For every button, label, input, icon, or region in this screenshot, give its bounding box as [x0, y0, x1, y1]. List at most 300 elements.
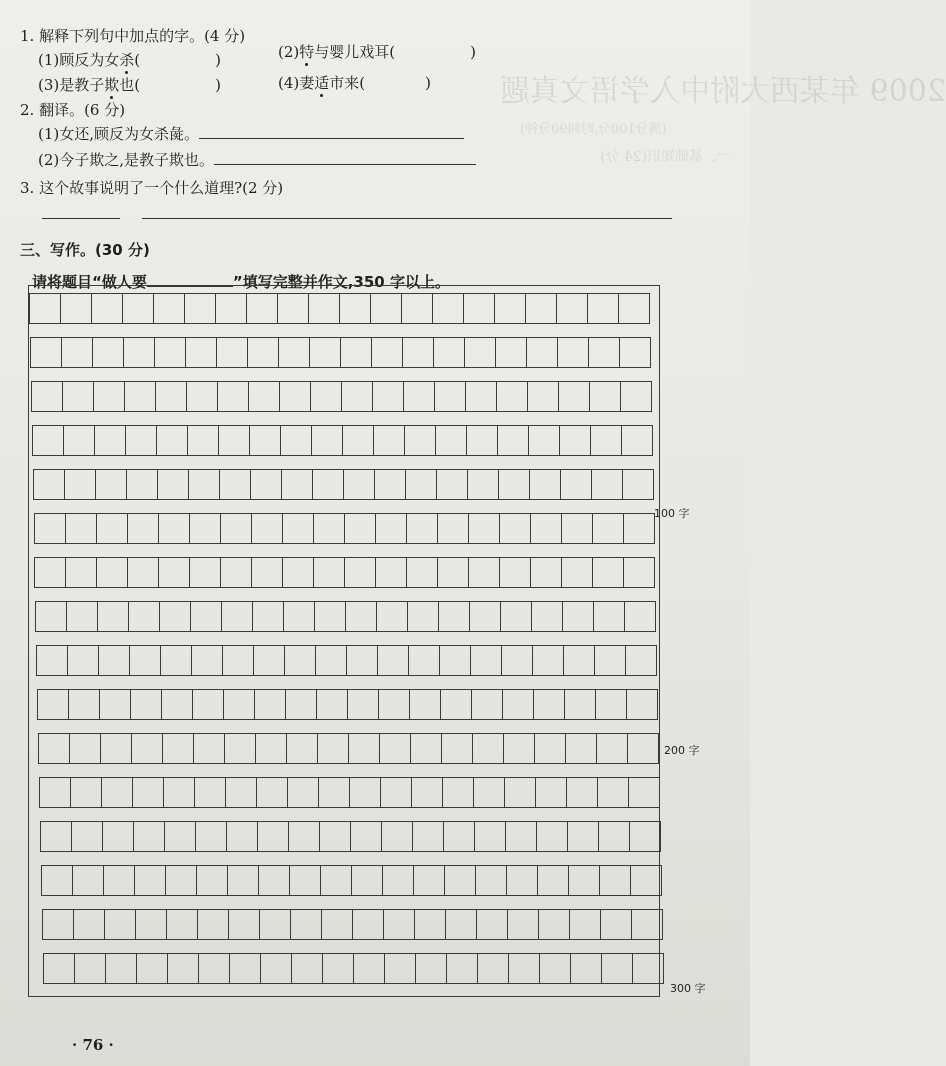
- essay-grid-cell[interactable]: [619, 337, 651, 368]
- essay-grid-cell[interactable]: [259, 909, 291, 940]
- essay-grid-cell[interactable]: [313, 557, 345, 588]
- essay-grid-cell[interactable]: [248, 381, 280, 412]
- essay-grid-cell[interactable]: [283, 601, 315, 632]
- essay-grid-cell[interactable]: [406, 513, 438, 544]
- essay-grid-cell[interactable]: [377, 645, 409, 676]
- essay-grid-cell[interactable]: [310, 381, 342, 412]
- essay-grid-cell[interactable]: [220, 557, 252, 588]
- essay-grid-cell[interactable]: [468, 513, 500, 544]
- essay-grid-cell[interactable]: [95, 469, 127, 500]
- essay-grid-cell[interactable]: [468, 557, 500, 588]
- essay-grid-cell[interactable]: [124, 381, 156, 412]
- essay-grid-cell[interactable]: [277, 293, 309, 324]
- essay-grid-cell[interactable]: [229, 953, 261, 984]
- essay-grid-cell[interactable]: [228, 909, 260, 940]
- essay-grid-cell[interactable]: [349, 777, 381, 808]
- essay-grid-cell[interactable]: [503, 733, 535, 764]
- essay-grid-cell[interactable]: [435, 425, 467, 456]
- essay-grid-cell[interactable]: [135, 909, 167, 940]
- essay-grid-cell[interactable]: [257, 821, 289, 852]
- essay-grid-cell[interactable]: [499, 513, 531, 544]
- essay-grid-cell[interactable]: [41, 865, 73, 896]
- essay-grid-cell[interactable]: [63, 425, 95, 456]
- essay-grid-cell[interactable]: [223, 689, 255, 720]
- essay-grid-cell[interactable]: [471, 689, 503, 720]
- essay-grid-cell[interactable]: [98, 645, 130, 676]
- essay-grid-cell[interactable]: [565, 733, 597, 764]
- essay-grid-cell[interactable]: [506, 865, 538, 896]
- essay-grid-cell[interactable]: [629, 821, 661, 852]
- essay-grid-cell[interactable]: [92, 337, 124, 368]
- essay-grid-cell[interactable]: [560, 469, 592, 500]
- essay-grid-cell[interactable]: [474, 821, 506, 852]
- essay-grid-cell[interactable]: [436, 469, 468, 500]
- essay-grid-cell[interactable]: [188, 469, 220, 500]
- essay-grid-cell[interactable]: [466, 425, 498, 456]
- essay-grid-cell[interactable]: [407, 601, 439, 632]
- essay-grid-cell[interactable]: [256, 777, 288, 808]
- essay-grid-cell[interactable]: [370, 293, 402, 324]
- essay-grid-cell[interactable]: [102, 821, 134, 852]
- essay-grid-cell[interactable]: [30, 337, 62, 368]
- essay-grid-cell[interactable]: [561, 557, 593, 588]
- essay-grid-cell[interactable]: [494, 293, 526, 324]
- essay-grid-cell[interactable]: [411, 777, 443, 808]
- essay-grid-cell[interactable]: [39, 777, 71, 808]
- q3-answer-line-2[interactable]: [142, 218, 672, 219]
- essay-grid-cell[interactable]: [192, 689, 224, 720]
- essay-grid-cell[interactable]: [73, 909, 105, 940]
- essay-grid-cell[interactable]: [184, 293, 216, 324]
- essay-grid-cell[interactable]: [508, 953, 540, 984]
- essay-grid-cell[interactable]: [413, 865, 445, 896]
- essay-grid-cell[interactable]: [569, 909, 601, 940]
- essay-grid-cell[interactable]: [401, 293, 433, 324]
- essay-grid-cell[interactable]: [567, 821, 599, 852]
- essay-grid-cell[interactable]: [69, 733, 101, 764]
- essay-grid-cell[interactable]: [287, 777, 319, 808]
- essay-grid-cell[interactable]: [556, 293, 588, 324]
- essay-grid-cell[interactable]: [408, 645, 440, 676]
- q3-answer-line-1[interactable]: [42, 218, 120, 219]
- essay-grid-cell[interactable]: [131, 733, 163, 764]
- essay-grid-cell[interactable]: [599, 865, 631, 896]
- essay-grid-cell[interactable]: [128, 601, 160, 632]
- essay-grid-cell[interactable]: [350, 821, 382, 852]
- essay-grid-cell[interactable]: [104, 909, 136, 940]
- essay-grid-cell[interactable]: [373, 425, 405, 456]
- essay-grid-cell[interactable]: [470, 645, 502, 676]
- essay-grid-cell[interactable]: [164, 821, 196, 852]
- essay-grid-cell[interactable]: [443, 821, 475, 852]
- essay-grid-cell[interactable]: [588, 337, 620, 368]
- essay-grid-cell[interactable]: [498, 469, 530, 500]
- essay-grid-cell[interactable]: [620, 381, 652, 412]
- essay-grid-cell[interactable]: [291, 953, 323, 984]
- essay-grid-cell[interactable]: [530, 513, 562, 544]
- essay-grid-cell[interactable]: [496, 381, 528, 412]
- essay-grid-cell[interactable]: [187, 425, 219, 456]
- essay-grid-cell[interactable]: [595, 689, 627, 720]
- essay-grid-cell[interactable]: [221, 601, 253, 632]
- essay-grid-cell[interactable]: [529, 469, 561, 500]
- essay-grid-cell[interactable]: [217, 381, 249, 412]
- essay-grid-cell[interactable]: [538, 909, 570, 940]
- essay-grid-cell[interactable]: [308, 293, 340, 324]
- essay-grid-cell[interactable]: [535, 777, 567, 808]
- essay-grid-cell[interactable]: [536, 821, 568, 852]
- essay-grid-cell[interactable]: [433, 337, 465, 368]
- essay-grid-cell[interactable]: [321, 909, 353, 940]
- essay-grid-cell[interactable]: [218, 425, 250, 456]
- essay-grid-cell[interactable]: [477, 953, 509, 984]
- essay-grid-cell[interactable]: [252, 601, 284, 632]
- essay-grid-cell[interactable]: [344, 513, 376, 544]
- essay-grid-cell[interactable]: [558, 381, 590, 412]
- essay-grid-cell[interactable]: [314, 601, 346, 632]
- essay-grid-cell[interactable]: [260, 953, 292, 984]
- essay-grid-cell[interactable]: [66, 601, 98, 632]
- essay-grid-cell[interactable]: [403, 381, 435, 412]
- essay-grid-cell[interactable]: [563, 645, 595, 676]
- essay-grid-cell[interactable]: [126, 469, 158, 500]
- essay-grid-cell[interactable]: [570, 953, 602, 984]
- essay-grid-cell[interactable]: [155, 381, 187, 412]
- essay-grid[interactable]: [30, 285, 684, 1003]
- essay-grid-cell[interactable]: [626, 689, 658, 720]
- essay-grid-cell[interactable]: [525, 293, 557, 324]
- essay-grid-cell[interactable]: [382, 865, 414, 896]
- essay-grid-cell[interactable]: [317, 733, 349, 764]
- essay-grid-cell[interactable]: [61, 337, 93, 368]
- essay-grid-cell[interactable]: [320, 865, 352, 896]
- essay-grid-cell[interactable]: [122, 293, 154, 324]
- essay-grid-cell[interactable]: [249, 425, 281, 456]
- essay-grid-cell[interactable]: [253, 645, 285, 676]
- essay-grid-cell[interactable]: [347, 689, 379, 720]
- essay-grid-cell[interactable]: [193, 733, 225, 764]
- essay-grid-cell[interactable]: [136, 953, 168, 984]
- essay-grid-cell[interactable]: [185, 337, 217, 368]
- essay-grid-cell[interactable]: [564, 689, 596, 720]
- essay-grid-cell[interactable]: [246, 293, 278, 324]
- essay-grid-cell[interactable]: [415, 953, 447, 984]
- essay-grid-cell[interactable]: [630, 865, 662, 896]
- essay-grid-cell[interactable]: [127, 513, 159, 544]
- essay-grid-cell[interactable]: [134, 865, 166, 896]
- essay-grid-cell[interactable]: [348, 733, 380, 764]
- essay-grid-cell[interactable]: [374, 469, 406, 500]
- essay-grid-cell[interactable]: [93, 381, 125, 412]
- essay-grid-cell[interactable]: [103, 865, 135, 896]
- essay-grid-cell[interactable]: [62, 381, 94, 412]
- essay-grid-cell[interactable]: [34, 557, 66, 588]
- essay-grid-cell[interactable]: [284, 645, 316, 676]
- essay-grid-cell[interactable]: [225, 777, 257, 808]
- essay-grid-cell[interactable]: [222, 645, 254, 676]
- essay-grid-cell[interactable]: [96, 557, 128, 588]
- essay-grid-cell[interactable]: [527, 381, 559, 412]
- essay-grid-cell[interactable]: [344, 557, 376, 588]
- essay-grid-cell[interactable]: [216, 337, 248, 368]
- essay-grid-cell[interactable]: [319, 821, 351, 852]
- essay-grid-cell[interactable]: [463, 293, 495, 324]
- essay-grid-cell[interactable]: [414, 909, 446, 940]
- essay-grid-cell[interactable]: [501, 645, 533, 676]
- essay-grid-cell[interactable]: [504, 777, 536, 808]
- essay-grid-cell[interactable]: [290, 909, 322, 940]
- essay-grid-cell[interactable]: [623, 513, 655, 544]
- essay-grid-cell[interactable]: [71, 821, 103, 852]
- essay-grid-cell[interactable]: [351, 865, 383, 896]
- essay-grid-cell[interactable]: [278, 337, 310, 368]
- essay-grid-cell[interactable]: [341, 381, 373, 412]
- essay-grid-cell[interactable]: [288, 821, 320, 852]
- essay-grid-cell[interactable]: [445, 909, 477, 940]
- essay-grid-cell[interactable]: [476, 909, 508, 940]
- essay-grid-cell[interactable]: [227, 865, 259, 896]
- essay-grid-cell[interactable]: [220, 513, 252, 544]
- essay-grid-cell[interactable]: [346, 645, 378, 676]
- essay-grid-cell[interactable]: [472, 733, 504, 764]
- essay-grid-cell[interactable]: [405, 469, 437, 500]
- essay-grid-cell[interactable]: [226, 821, 258, 852]
- essay-grid-cell[interactable]: [64, 469, 96, 500]
- essay-grid-cell[interactable]: [157, 469, 189, 500]
- essay-grid-cell[interactable]: [285, 689, 317, 720]
- essay-grid-cell[interactable]: [189, 513, 221, 544]
- essay-grid-cell[interactable]: [601, 953, 633, 984]
- essay-grid-cell[interactable]: [372, 381, 404, 412]
- essay-grid-cell[interactable]: [32, 425, 64, 456]
- essay-grid-cell[interactable]: [247, 337, 279, 368]
- essay-grid-cell[interactable]: [625, 645, 657, 676]
- essay-grid-cell[interactable]: [68, 689, 100, 720]
- essay-grid-cell[interactable]: [598, 821, 630, 852]
- essay-grid-cell[interactable]: [60, 293, 92, 324]
- essay-grid-cell[interactable]: [464, 337, 496, 368]
- essay-grid-cell[interactable]: [36, 645, 68, 676]
- essay-grid-cell[interactable]: [224, 733, 256, 764]
- essay-grid-cell[interactable]: [194, 777, 226, 808]
- essay-grid-cell[interactable]: [101, 777, 133, 808]
- essay-grid-cell[interactable]: [505, 821, 537, 852]
- essay-grid-cell[interactable]: [589, 381, 621, 412]
- essay-grid-cell[interactable]: [100, 733, 132, 764]
- essay-grid-cell[interactable]: [33, 469, 65, 500]
- essay-grid-cell[interactable]: [375, 557, 407, 588]
- essay-grid-cell[interactable]: [622, 469, 654, 500]
- essay-grid-cell[interactable]: [440, 689, 472, 720]
- essay-grid-cell[interactable]: [371, 337, 403, 368]
- essay-grid-cell[interactable]: [376, 601, 408, 632]
- essay-grid-cell[interactable]: [526, 337, 558, 368]
- essay-grid-cell[interactable]: [311, 425, 343, 456]
- essay-grid-cell[interactable]: [594, 645, 626, 676]
- essay-grid-cell[interactable]: [167, 953, 199, 984]
- essay-grid-cell[interactable]: [97, 601, 129, 632]
- essay-grid-cell[interactable]: [410, 733, 442, 764]
- essay-grid-cell[interactable]: [197, 909, 229, 940]
- essay-grid-cell[interactable]: [621, 425, 653, 456]
- essay-grid-cell[interactable]: [409, 689, 441, 720]
- essay-grid-cell[interactable]: [94, 425, 126, 456]
- essay-grid-cell[interactable]: [258, 865, 290, 896]
- essay-grid-cell[interactable]: [404, 425, 436, 456]
- essay-grid-cell[interactable]: [439, 645, 471, 676]
- essay-grid-cell[interactable]: [189, 557, 221, 588]
- essay-grid-cell[interactable]: [166, 909, 198, 940]
- essay-grid-cell[interactable]: [309, 337, 341, 368]
- q2-item-2-answer-line[interactable]: [214, 164, 476, 165]
- essay-grid-cell[interactable]: [165, 865, 197, 896]
- essay-grid-cell[interactable]: [38, 733, 70, 764]
- essay-grid-cell[interactable]: [432, 293, 464, 324]
- essay-grid-cell[interactable]: [161, 689, 193, 720]
- essay-grid-cell[interactable]: [499, 557, 531, 588]
- essay-grid-cell[interactable]: [593, 601, 625, 632]
- essay-grid-cell[interactable]: [632, 953, 664, 984]
- essay-grid-cell[interactable]: [130, 689, 162, 720]
- essay-grid-cell[interactable]: [444, 865, 476, 896]
- essay-grid-cell[interactable]: [566, 777, 598, 808]
- essay-grid-cell[interactable]: [339, 293, 371, 324]
- essay-grid-cell[interactable]: [254, 689, 286, 720]
- essay-grid-cell[interactable]: [596, 733, 628, 764]
- essay-grid-cell[interactable]: [286, 733, 318, 764]
- essay-grid-cell[interactable]: [125, 425, 157, 456]
- essay-grid-cell[interactable]: [437, 513, 469, 544]
- essay-grid-cell[interactable]: [446, 953, 478, 984]
- q2-item-1-answer-line[interactable]: [199, 138, 464, 139]
- essay-grid-cell[interactable]: [631, 909, 663, 940]
- essay-grid-cell[interactable]: [497, 425, 529, 456]
- essay-grid-cell[interactable]: [279, 381, 311, 412]
- essay-grid-cell[interactable]: [42, 909, 74, 940]
- essay-grid-cell[interactable]: [618, 293, 650, 324]
- essay-grid-cell[interactable]: [381, 821, 413, 852]
- essay-grid-cell[interactable]: [312, 469, 344, 500]
- essay-grid-cell[interactable]: [159, 601, 191, 632]
- essay-grid-cell[interactable]: [412, 821, 444, 852]
- essay-grid-cell[interactable]: [251, 513, 283, 544]
- essay-grid-cell[interactable]: [190, 601, 222, 632]
- essay-grid-cell[interactable]: [530, 557, 562, 588]
- essay-grid-cell[interactable]: [600, 909, 632, 940]
- essay-grid-cell[interactable]: [379, 733, 411, 764]
- essay-grid-cell[interactable]: [343, 469, 375, 500]
- essay-grid-cell[interactable]: [406, 557, 438, 588]
- essay-grid-cell[interactable]: [255, 733, 287, 764]
- essay-grid-cell[interactable]: [316, 689, 348, 720]
- essay-grid-cell[interactable]: [568, 865, 600, 896]
- essay-grid-cell[interactable]: [43, 953, 75, 984]
- essay-grid-cell[interactable]: [96, 513, 128, 544]
- essay-grid-cell[interactable]: [251, 557, 283, 588]
- essay-grid-cell[interactable]: [250, 469, 282, 500]
- essay-grid-cell[interactable]: [534, 733, 566, 764]
- essay-grid-cell[interactable]: [383, 909, 415, 940]
- essay-grid-cell[interactable]: [375, 513, 407, 544]
- essay-grid-cell[interactable]: [123, 337, 155, 368]
- essay-grid-cell[interactable]: [342, 425, 374, 456]
- essay-grid-cell[interactable]: [37, 689, 69, 720]
- essay-grid-cell[interactable]: [29, 293, 61, 324]
- essay-grid-cell[interactable]: [191, 645, 223, 676]
- essay-grid-cell[interactable]: [438, 601, 470, 632]
- essay-grid-cell[interactable]: [353, 953, 385, 984]
- essay-grid-cell[interactable]: [163, 777, 195, 808]
- essay-grid-cell[interactable]: [627, 733, 659, 764]
- essay-grid-cell[interactable]: [590, 425, 622, 456]
- essay-grid-cell[interactable]: [384, 953, 416, 984]
- essay-grid-cell[interactable]: [469, 601, 501, 632]
- essay-grid-cell[interactable]: [162, 733, 194, 764]
- essay-grid-cell[interactable]: [322, 953, 354, 984]
- essay-grid-cell[interactable]: [40, 821, 72, 852]
- essay-grid-cell[interactable]: [378, 689, 410, 720]
- essay-grid-cell[interactable]: [591, 469, 623, 500]
- essay-grid-cell[interactable]: [539, 953, 571, 984]
- essay-grid-cell[interactable]: [215, 293, 247, 324]
- essay-grid-cell[interactable]: [91, 293, 123, 324]
- essay-grid-cell[interactable]: [160, 645, 192, 676]
- essay-grid-cell[interactable]: [531, 601, 563, 632]
- essay-grid-cell[interactable]: [437, 557, 469, 588]
- essay-grid-cell[interactable]: [380, 777, 412, 808]
- essay-grid-cell[interactable]: [99, 689, 131, 720]
- essay-grid-cell[interactable]: [623, 557, 655, 588]
- essay-grid-cell[interactable]: [74, 953, 106, 984]
- essay-grid-cell[interactable]: [132, 777, 164, 808]
- essay-grid-cell[interactable]: [156, 425, 188, 456]
- essay-grid-cell[interactable]: [280, 425, 312, 456]
- essay-grid-cell[interactable]: [559, 425, 591, 456]
- essay-grid-cell[interactable]: [153, 293, 185, 324]
- essay-grid-cell[interactable]: [500, 601, 532, 632]
- essay-grid-cell[interactable]: [198, 953, 230, 984]
- essay-grid-cell[interactable]: [65, 557, 97, 588]
- essay-grid-cell[interactable]: [467, 469, 499, 500]
- essay-grid-cell[interactable]: [34, 513, 66, 544]
- essay-grid-cell[interactable]: [219, 469, 251, 500]
- essay-grid-cell[interactable]: [70, 777, 102, 808]
- essay-grid-cell[interactable]: [561, 513, 593, 544]
- essay-grid-cell[interactable]: [592, 557, 624, 588]
- essay-grid-cell[interactable]: [105, 953, 137, 984]
- essay-grid-cell[interactable]: [495, 337, 527, 368]
- essay-grid-cell[interactable]: [129, 645, 161, 676]
- essay-grid-cell[interactable]: [507, 909, 539, 940]
- essay-grid-cell[interactable]: [557, 337, 589, 368]
- essay-grid-cell[interactable]: [475, 865, 507, 896]
- essay-grid-cell[interactable]: [345, 601, 377, 632]
- essay-grid-cell[interactable]: [628, 777, 660, 808]
- essay-grid-cell[interactable]: [352, 909, 384, 940]
- essay-grid-cell[interactable]: [282, 557, 314, 588]
- essay-grid-cell[interactable]: [318, 777, 350, 808]
- essay-grid-cell[interactable]: [562, 601, 594, 632]
- essay-grid-cell[interactable]: [502, 689, 534, 720]
- essay-grid-cell[interactable]: [72, 865, 104, 896]
- essay-grid-cell[interactable]: [473, 777, 505, 808]
- essay-grid-cell[interactable]: [340, 337, 372, 368]
- essay-grid-cell[interactable]: [315, 645, 347, 676]
- essay-grid-cell[interactable]: [624, 601, 656, 632]
- essay-grid-cell[interactable]: [441, 733, 473, 764]
- essay-grid-cell[interactable]: [158, 557, 190, 588]
- essay-grid-cell[interactable]: [67, 645, 99, 676]
